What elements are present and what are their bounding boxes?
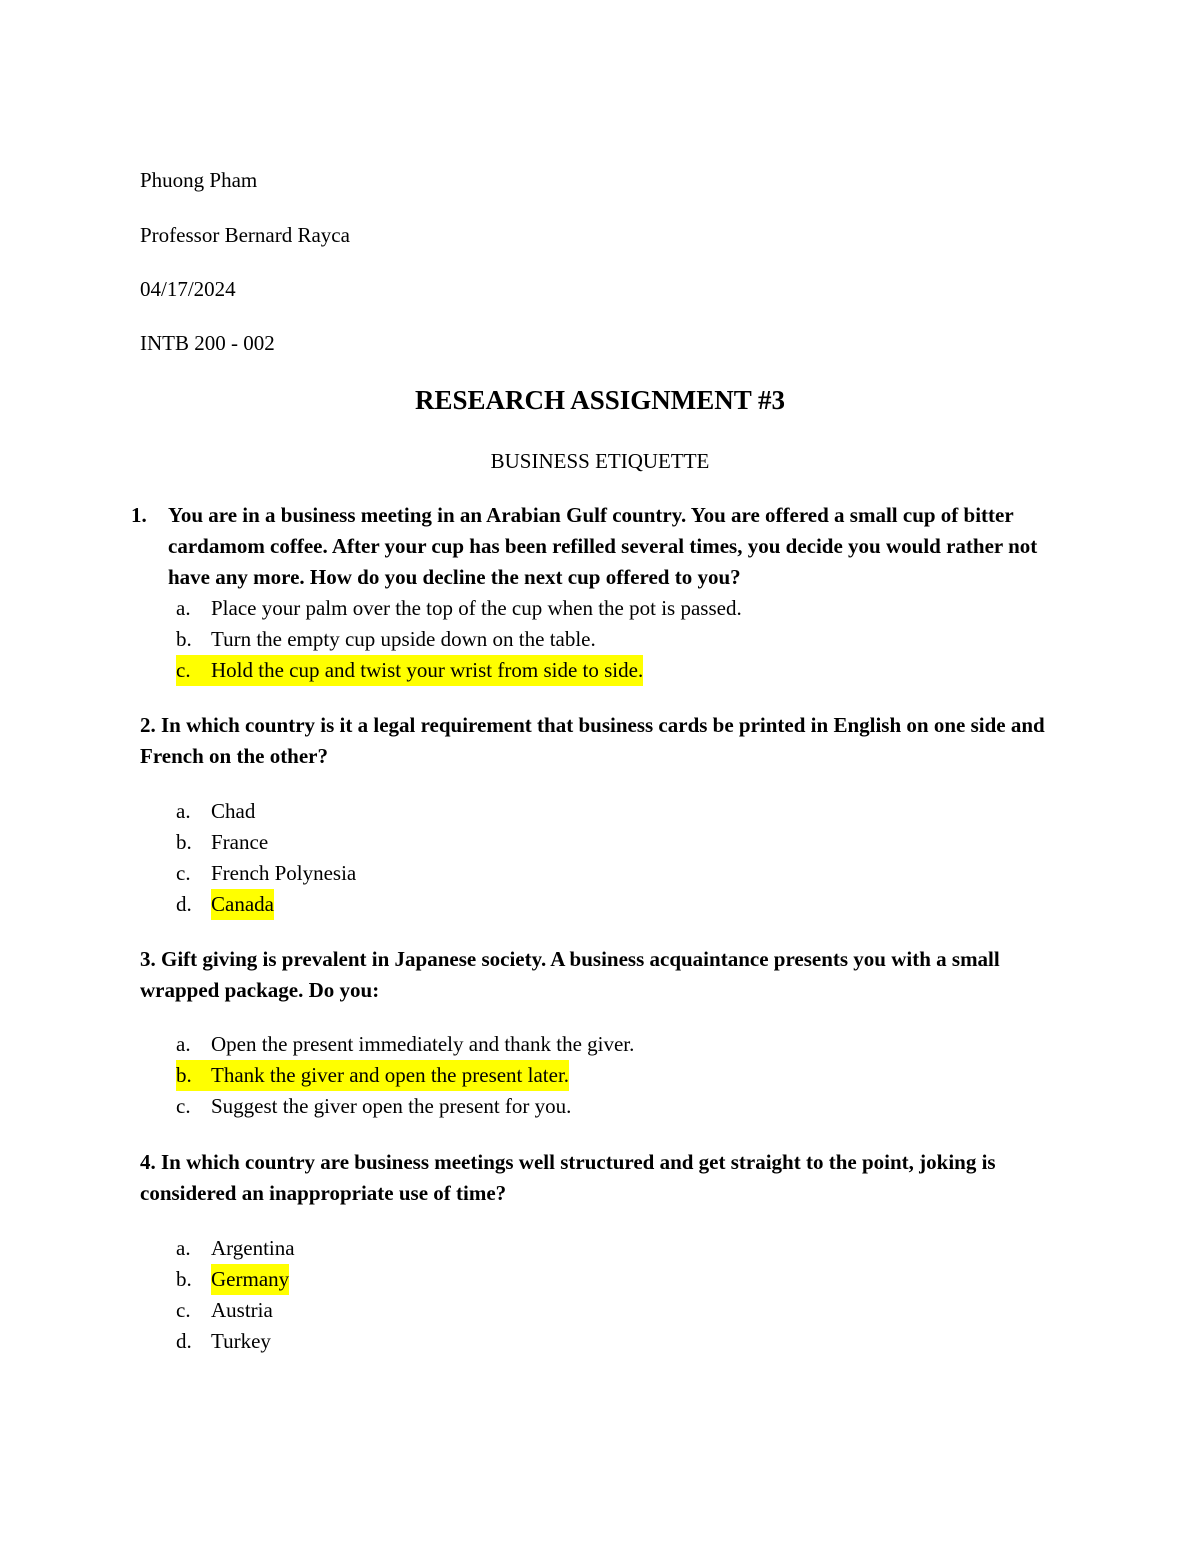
assignment-date: 04/17/2024 <box>140 277 236 301</box>
question-number: 4. <box>140 1150 156 1174</box>
option-text: Argentina <box>211 1236 295 1260</box>
option-text: Suggest the giver open the present for you. <box>211 1094 572 1118</box>
document-title: RESEARCH ASSIGNMENT #3 <box>414 385 786 415</box>
option-letter: b. <box>176 1267 192 1291</box>
option-letter: c. <box>176 655 211 686</box>
student-name: Phuong Pham <box>140 168 258 192</box>
option-text: Chad <box>211 799 256 823</box>
question-number: 3. <box>140 947 156 971</box>
option-text: Thank the giver and open the present later. <box>211 1060 569 1091</box>
option-text: France <box>211 830 269 854</box>
option-letter: b. <box>176 830 192 854</box>
question-text <box>140 710 1060 772</box>
option-letter: a. <box>176 1236 191 1260</box>
option-letter: c. <box>176 1298 191 1322</box>
option-text-highlighted: Germany <box>211 1264 289 1295</box>
option-text: Place your palm over the top of the cup when the pot is passed. <box>211 596 742 620</box>
question-text <box>140 944 1070 1006</box>
option-text: Turn the empty cup upside down on the table. <box>211 627 596 651</box>
question-body: In which country is it a legal requirement that business cards be printed in English on one side and French on the other? <box>140 713 1045 768</box>
question-number: 1. <box>131 503 147 527</box>
course-code: INTB 200 - 002 <box>140 331 275 355</box>
option-letter: c. <box>176 861 191 885</box>
question-body: In which country are business meetings well structured and get straight to the point, joking is considered an inappropriate use of time? <box>140 1150 996 1205</box>
option-text: Hold the cup and twist your wrist from side to side. <box>211 655 643 686</box>
option-letter: b. <box>176 1060 211 1091</box>
option-letter: a. <box>176 596 191 620</box>
option-letter: c. <box>176 1094 191 1118</box>
document-subtitle: BUSINESS ETIQUETTE <box>490 449 710 473</box>
option-letter: a. <box>176 799 191 823</box>
option-text: French Polynesia <box>211 861 357 885</box>
option-text: Turkey <box>211 1329 271 1353</box>
question-text <box>140 1147 1040 1209</box>
professor-name: Professor Bernard Rayca <box>140 223 350 247</box>
option-letter: d. <box>176 892 192 916</box>
question-number: 2. <box>140 713 156 737</box>
question-body: Gift giving is prevalent in Japanese society. A business acquaintance presents you with a small wrapped package. Do you: <box>140 947 1000 1002</box>
option-letter: d. <box>176 1329 192 1353</box>
option-letter: b. <box>176 627 192 651</box>
option-letter: a. <box>176 1032 191 1056</box>
option-text: Open the present immediately and thank the giver. <box>211 1032 635 1056</box>
option-text-highlighted: Canada <box>211 889 274 920</box>
option-text: Austria <box>211 1298 273 1322</box>
question-text: You are in a business meeting in an Arabian Gulf country. You are offered a small cup of bitter cardamom coffee. After your cup has been refilled several times, you decide you would rather not have any more. How do you decline the next cup offered to you? <box>168 503 1038 589</box>
